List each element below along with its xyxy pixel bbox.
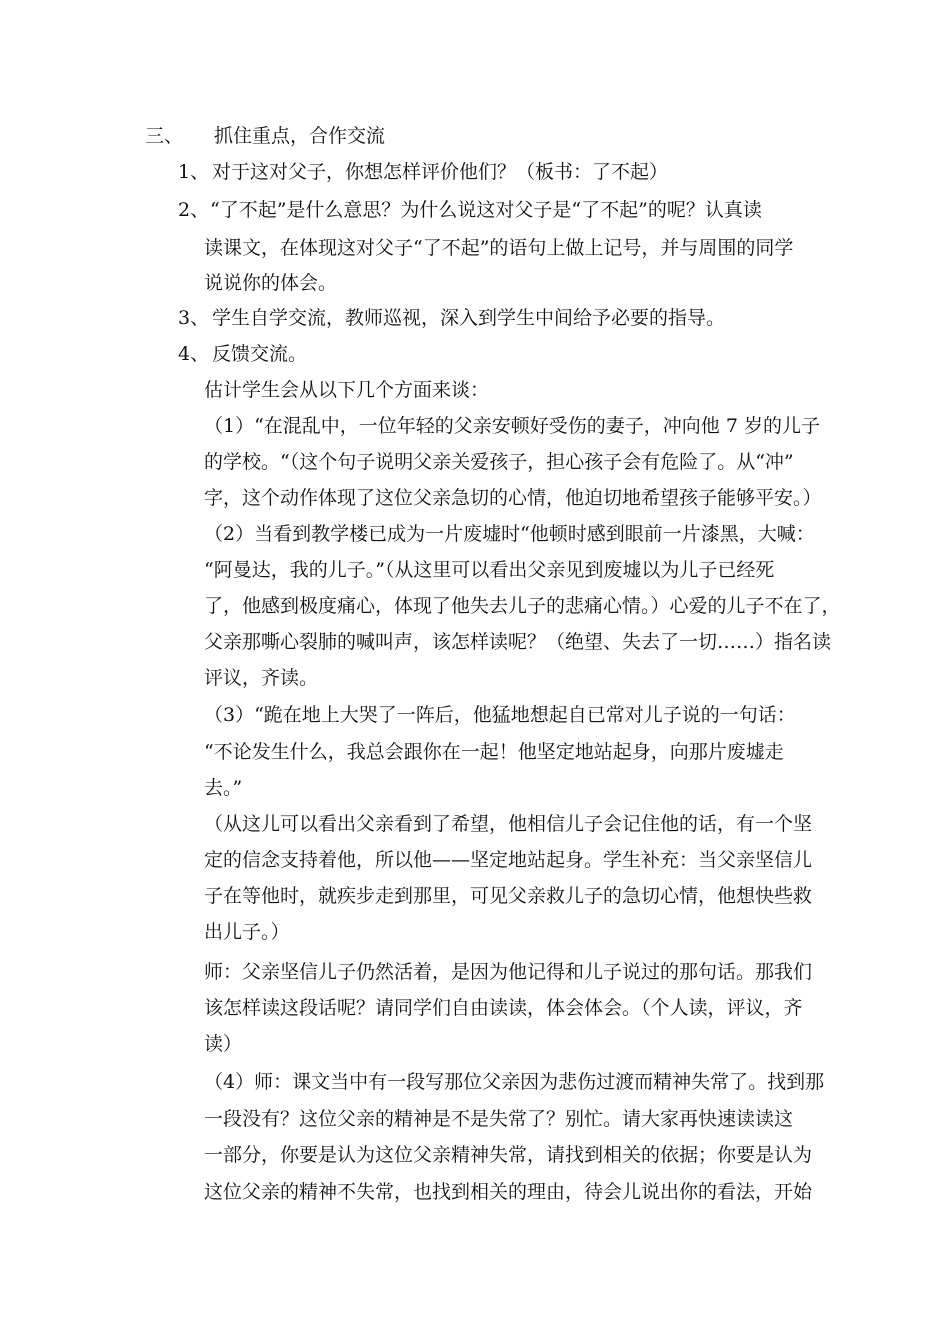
list-item-text: 反馈交流。 (212, 343, 308, 365)
list-item-text: 读课文，在体现这对父子“了不起”的语句上做上记号，并与周围的同学 (204, 237, 794, 259)
body-text: 的学校。“（这个句子说明父亲关爱孩子，担心孩子会有危险了。从“冲” (204, 451, 794, 473)
body-text: 了，他感到极度痛心，体现了他失去儿子的悲痛心情。）心爱的儿子不在了， (204, 595, 841, 617)
list-item-number: 3、 (178, 307, 210, 329)
body-text: 去。” (204, 777, 243, 799)
body-text: （3）“跪在地上大哭了一阵后，他猛地想起自已常对儿子说的一句话： (204, 704, 796, 726)
body-text: 出儿子。） (204, 921, 290, 943)
list-item-number: 1、 (178, 161, 210, 183)
body-text: 这位父亲的精神不失常，也找到相关的理由，待会儿说出你的看法，开始 (204, 1181, 813, 1203)
list-item-number: 4、 (178, 343, 210, 365)
body-text: 该怎样读这段话呢？请同学们自由读读，体会体会。（个人读，评议，齐 (204, 997, 803, 1019)
body-text: 一段没有？这位父亲的精神是不是失常了？别忙。请大家再快速读读这 (204, 1108, 794, 1130)
body-text: 父亲那嘶心裂肺的喊叫声，该怎样读呢？（绝望、失去了一切……）指名读 (204, 631, 832, 653)
section-title: 抓住重点，合作交流 (214, 125, 386, 147)
list-item-text: 说说你的体会。 (204, 272, 338, 294)
body-text: （1）“在混乱中，一位年轻的父亲安顿好受伤的妻子，冲向他 7 岁的儿子 (204, 415, 820, 437)
list-item-text: 对于这对父子，你想怎样评价他们？（板书：了不起） (212, 161, 669, 183)
body-text: （从这儿可以看出父亲看到了希望，他相信儿子会记住他的话，有一个坚 (204, 813, 813, 835)
list-item-text: “了不起”是什么意思？为什么说这对父子是“了不起”的呢？认真读 (210, 199, 762, 221)
body-text: 定的信念支持着他，所以他——坚定地站起身。学生补充：当父亲坚信儿 (204, 849, 813, 871)
body-text: （2）当看到教学楼已成为一片废墟时“他顿时感到眼前一片漆黑，大喊： (204, 523, 815, 545)
body-text: 师：父亲坚信儿子仍然活着，是因为他记得和儿子说过的那句话。那我们 (204, 961, 813, 983)
list-item-number: 2、 (178, 199, 210, 221)
section-number: 三、 (145, 125, 184, 147)
body-text: 评议，齐读。 (204, 667, 319, 689)
body-text: （4）师：课文当中有一段写那位父亲因为悲伤过渡而精神失常了。找到那 (204, 1071, 825, 1093)
body-text: 子在等他时，就疾步走到那里，可见父亲救儿子的急切心情，他想快些救 (204, 885, 813, 907)
body-text: 一部分，你要是认为这位父亲精神失常，请找到相关的依据；你要是认为 (204, 1144, 813, 1166)
body-text: 估计学生会从以下几个方面来谈： (204, 379, 490, 401)
body-text: 字，这个动作体现了这位父亲急切的心情，他迫切地希望孩子能够平安。） (204, 487, 822, 509)
body-text: 读） (204, 1033, 243, 1055)
body-text: “不论发生什么，我总会跟你在一起！他坚定地站起身，向那片废墟走 (204, 741, 784, 763)
body-text: “阿曼达，我的儿子。”（从这里可以看出父亲见到废墟以为儿子已经死 (204, 559, 775, 581)
list-item-text: 学生自学交流，教师巡视，深入到学生中间给予必要的指导。 (212, 307, 726, 329)
